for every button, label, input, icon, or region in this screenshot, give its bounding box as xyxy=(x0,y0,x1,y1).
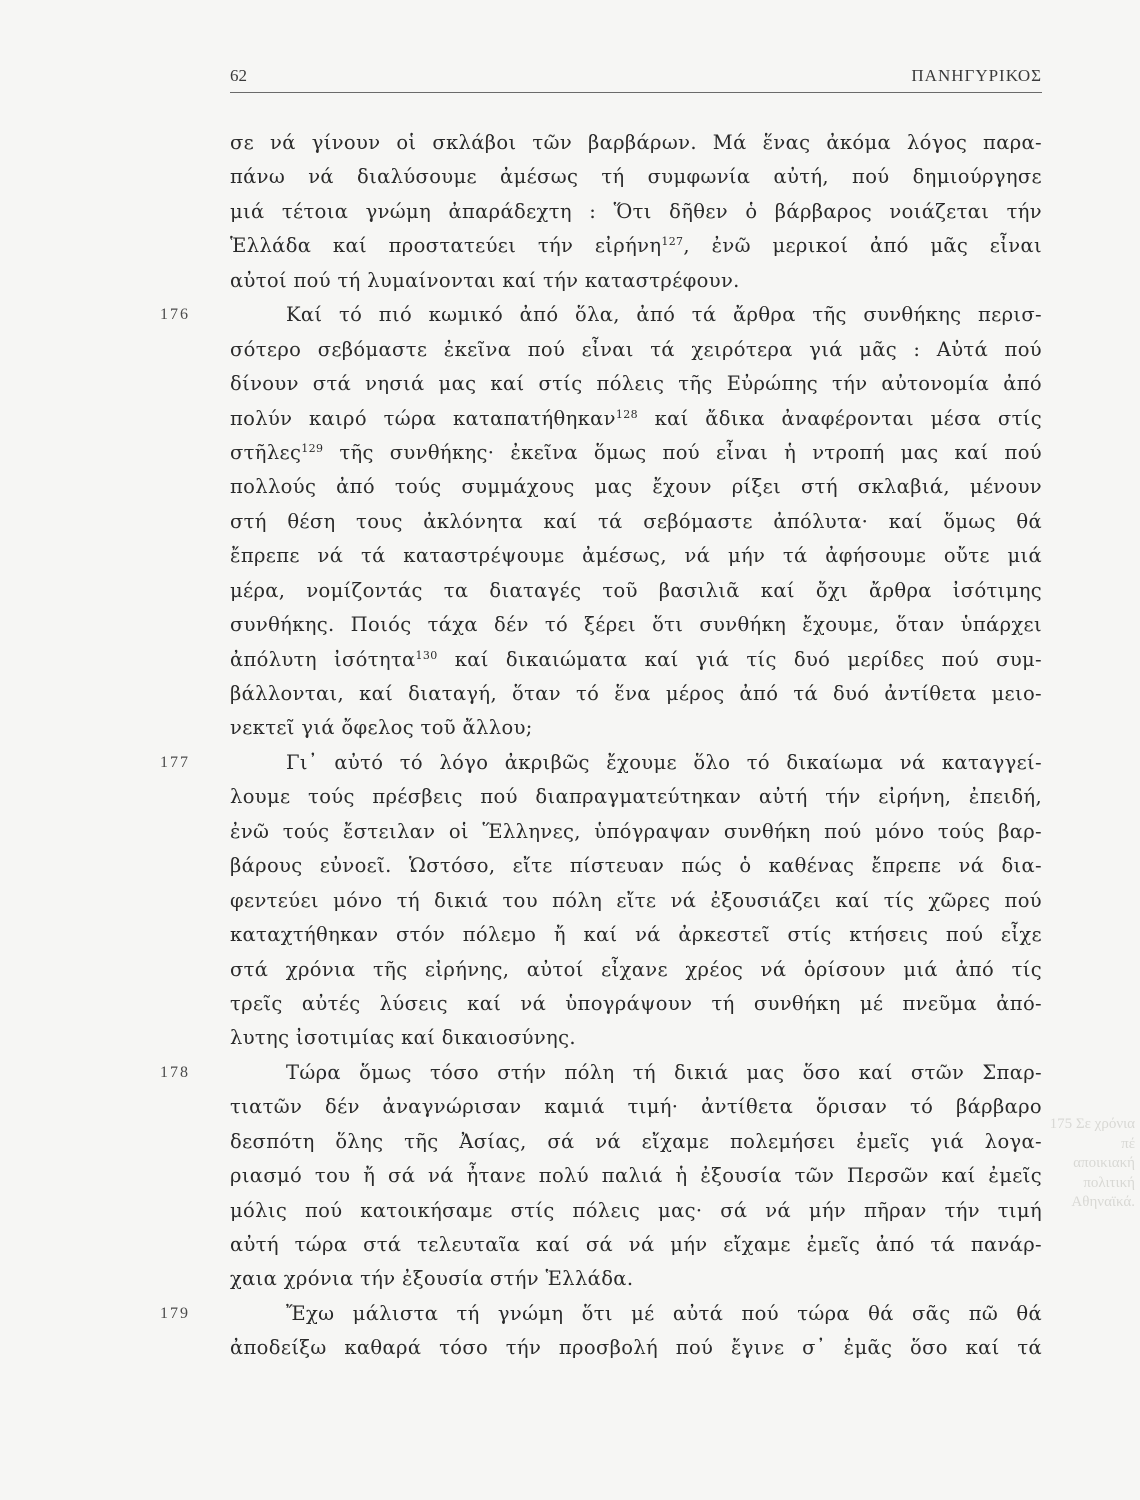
text-line xyxy=(230,1090,1042,1124)
text-line xyxy=(230,608,1042,642)
line-text: πολλούς ἀπό τούς συμμάχους μας ἔχουν ρίξει στή σκλαβιά, μένουν xyxy=(230,475,1042,499)
text-line xyxy=(230,1228,1042,1262)
ghost-line: 175 Σε χρόνια πέ xyxy=(1049,1116,1135,1152)
footnote-ref-129: 129 xyxy=(301,441,324,455)
line-text: βάρους εὐνοεῖ. Ὡστόσο, εἴτε πίστευαν πώς ὁ καθένας ἔπρεπε νά δια- xyxy=(230,854,1042,878)
line-text: στά χρόνια τῆς εἰρήνης, αὐτοί εἶχανε χρέος νά ὁρίσουν μιά ἀπό τίς xyxy=(230,957,1042,981)
line-text: σότερο σεβόμαστε ἐκεῖνα πού εἶναι τά χειρότερα γιά μᾶς : Αὐτά πού xyxy=(230,337,1042,361)
line-text: σε νά γίνουν οἱ σκλάβοι τῶν βαρβάρων. Μά ἕνας ἀκόμα λόγος παρα- xyxy=(230,131,1042,154)
line-text: δεσπότη ὅλης τῆς Ἀσίας, σά νά εἴχαμε πολεμήσει ἐμεῖς γιά λογα- xyxy=(230,1129,1042,1153)
text-line xyxy=(230,780,1042,814)
line-text: ἀπόλυτη ἰσότητα xyxy=(230,647,416,671)
line-text: τρεῖς αὐτές λύσεις καί νά ὑπογράψουν τή συνθήκη μέ πνεῦμα ἀπό- xyxy=(230,991,1042,1015)
line-text: , ἐνῶ μερικοί ἀπό μᾶς εἶναι xyxy=(683,234,1042,258)
line-text: ριασμό του ἤ σά νά ἦτανε πολύ παλιά ἡ ἐξουσία τῶν Περσῶν καί ἐμεῖς xyxy=(230,1164,1042,1188)
line-text: Τώρα ὅμως τόσο στήν πόλη τή δικιά μας ὅσο καί στῶν Σπαρ- xyxy=(286,1060,1042,1084)
text-line xyxy=(230,1194,1042,1228)
line-text: νεκτεῖ γιά ὄφελος τοῦ ἄλλου; xyxy=(230,716,533,740)
section-number-179: 179 xyxy=(160,1304,190,1322)
text-line xyxy=(230,987,1042,1021)
footnote-ref-128: 128 xyxy=(615,407,638,421)
text-line xyxy=(230,1159,1042,1193)
text-line xyxy=(230,643,1042,677)
text-line xyxy=(230,1125,1042,1159)
ghost-line: αποικιακή xyxy=(1073,1155,1135,1171)
text-line xyxy=(230,1331,1042,1365)
text-line xyxy=(230,402,1042,436)
text-line xyxy=(230,849,1042,883)
line-text: πάνω νά διαλύσουμε ἀμέσως τή συμφωνία αὐτή, πού δημιούργησε xyxy=(230,165,1042,189)
text-line xyxy=(230,815,1042,849)
text-line xyxy=(230,333,1042,367)
line-text: Ἔχω μάλιστα τή γνώμη ὅτι μέ αὐτά πού τώρα θά σᾶς πῶ θά xyxy=(286,1301,1042,1325)
text-line xyxy=(230,539,1042,573)
body-text xyxy=(160,126,1042,1366)
line-text: χαια χρόνια τήν ἐξουσία στήν Ἑλλάδα. xyxy=(230,1267,634,1291)
paragraph-177-start xyxy=(160,746,1042,780)
ghost-line: Αθηναϊκά. xyxy=(1071,1194,1135,1210)
line-text: καταχτήθηκαν στόν πόλεμο ἤ καί νά ἀρκεστεῖ στίς κτήσεις πού εἶχε xyxy=(230,923,1042,947)
text-line xyxy=(230,1262,1042,1296)
bleed-through-margin-note xyxy=(1045,1115,1135,1213)
line-text: τῆς συνθήκης· ἐκεῖνα ὅμως πού εἶναι ἡ ντροπή μας καί πού xyxy=(323,440,1042,464)
line-text: Γι᾿ αὐτό τό λόγο ἀκριβῶς ἔχουμε ὅλο τό δικαίωμα νά καταγγεί- xyxy=(286,750,1042,774)
line-text: αὐτοί πού τή λυμαίνονται καί τήν καταστρέφουν. xyxy=(230,268,740,292)
text-line xyxy=(230,574,1042,608)
line-text: μόλις πού κατοικήσαμε στίς πόλεις μας· σά νά μήν πῆραν τήν τιμή xyxy=(230,1198,1042,1222)
line-text: καί ἄδικα ἀναφέρονται μέσα στίς xyxy=(637,406,1042,430)
line-text: αὐτή τώρα στά τελευταῖα καί σά νά μήν εἴχαμε ἐμεῖς ἀπό τά πανάρ- xyxy=(230,1233,1042,1256)
text-line xyxy=(230,195,1042,229)
line-text: στῆλες xyxy=(230,440,302,464)
section-number-177: 177 xyxy=(160,753,190,771)
paragraph-176-start xyxy=(160,298,1042,332)
line-text: βάλλονται, καί διαταγή, ὅταν τό ἕνα μέρος ἀπό τά δυό ἀντίθετα μειο- xyxy=(230,682,1042,705)
line-text: καί δικαιώματα καί γιά τίς δυό μερίδες πού συμ- xyxy=(437,647,1042,671)
line-text: πολύν καιρό τώρα καταπατήθηκαν xyxy=(230,406,616,430)
paragraph-178-start xyxy=(160,1056,1042,1090)
text-line xyxy=(230,918,1042,952)
ghost-line: πολιτική xyxy=(1083,1174,1135,1191)
line-text: δίνουν στά νησιά μας καί στίς πόλεις τῆς Εὐρώπης τήν αὐτονομία ἀπό xyxy=(230,372,1042,396)
text-line xyxy=(230,126,1042,160)
page-number: 62 xyxy=(230,66,247,85)
text-line xyxy=(230,505,1042,539)
line-text: ἔπρεπε νά τά καταστρέψουμε ἀμέσως, νά μήν τά ἀφήσουμε οὔτε μιά xyxy=(230,544,1042,568)
text-line xyxy=(230,160,1042,194)
section-number-178: 178 xyxy=(160,1063,190,1081)
text-line xyxy=(230,677,1042,711)
text-line xyxy=(230,711,1042,745)
line-text: ἀποδείξω καθαρά τόσο τήν προσβολή πού ἔγινε σ᾿ ἐμᾶς ὅσο καί τά xyxy=(230,1336,1042,1360)
line-text: συνθήκης. Ποιός τάχα δέν τό ξέρει ὅτι συνθήκη ἔχουμε, ὅταν ὑπάρχει xyxy=(230,613,1042,637)
line-text: Καί τό πιό κωμικό ἀπό ὅλα, ἀπό τά ἄρθρα τῆς συνθήκης περισ- xyxy=(286,303,1042,327)
text-line xyxy=(230,470,1042,504)
line-text: τιατῶν δέν ἀναγνώρισαν καμιά τιμή· ἀντίθετα ὅρισαν τό βάρβαρο xyxy=(230,1095,1042,1119)
footnote-ref-130: 130 xyxy=(415,648,438,662)
line-text: φεντεύει μόνο τή δικιά του πόλη εἴτε νά ἐξουσιάζει καί τίς χῶρες πού xyxy=(230,888,1042,912)
line-text: μέρα, νομίζοντάς τα διαταγές τοῦ βασιλιᾶ καί ὄχι ἄρθρα ἰσότιμης xyxy=(230,578,1042,602)
line-text: λουμε τούς πρέσβεις πού διαπραγματεύτηκαν αὐτή τήν εἰρήνη, ἐπειδή, xyxy=(230,785,1042,809)
line-text: λυτης ἰσοτιμίας καί δικαιοσύνης. xyxy=(230,1026,576,1050)
text-line xyxy=(230,229,1042,263)
line-text: ἐνῶ τούς ἔστειλαν οἱ Ἕλληνες, ὑπόγραψαν συνθήκη πού μόνο τούς βαρ- xyxy=(230,819,1042,843)
text-line xyxy=(230,1021,1042,1055)
text-line xyxy=(230,884,1042,918)
running-title: ΠΑΝΗΓΥΡΙΚΟΣ xyxy=(911,66,1042,85)
line-text: Ἑλλάδα καί προστατεύει τήν εἰρήνη xyxy=(230,234,662,258)
text-line xyxy=(230,264,1042,298)
line-text: μιά τέτοια γνώμη ἀπαράδεχτη : Ὅτι δῆθεν ὁ βάρβαρος νοιάζεται τήν xyxy=(230,199,1042,223)
text-line xyxy=(230,367,1042,401)
line-text: στή θέση τους ἀκλόνητα καί τά σεβόμαστε ἀπόλυτα· καί ὅμως θά xyxy=(230,509,1042,533)
text-line xyxy=(230,953,1042,987)
text-line xyxy=(230,436,1042,470)
section-number-176: 176 xyxy=(160,306,190,324)
footnote-ref-127: 127 xyxy=(661,235,684,249)
paragraph-179-start xyxy=(160,1297,1042,1331)
page-header xyxy=(230,66,1042,93)
